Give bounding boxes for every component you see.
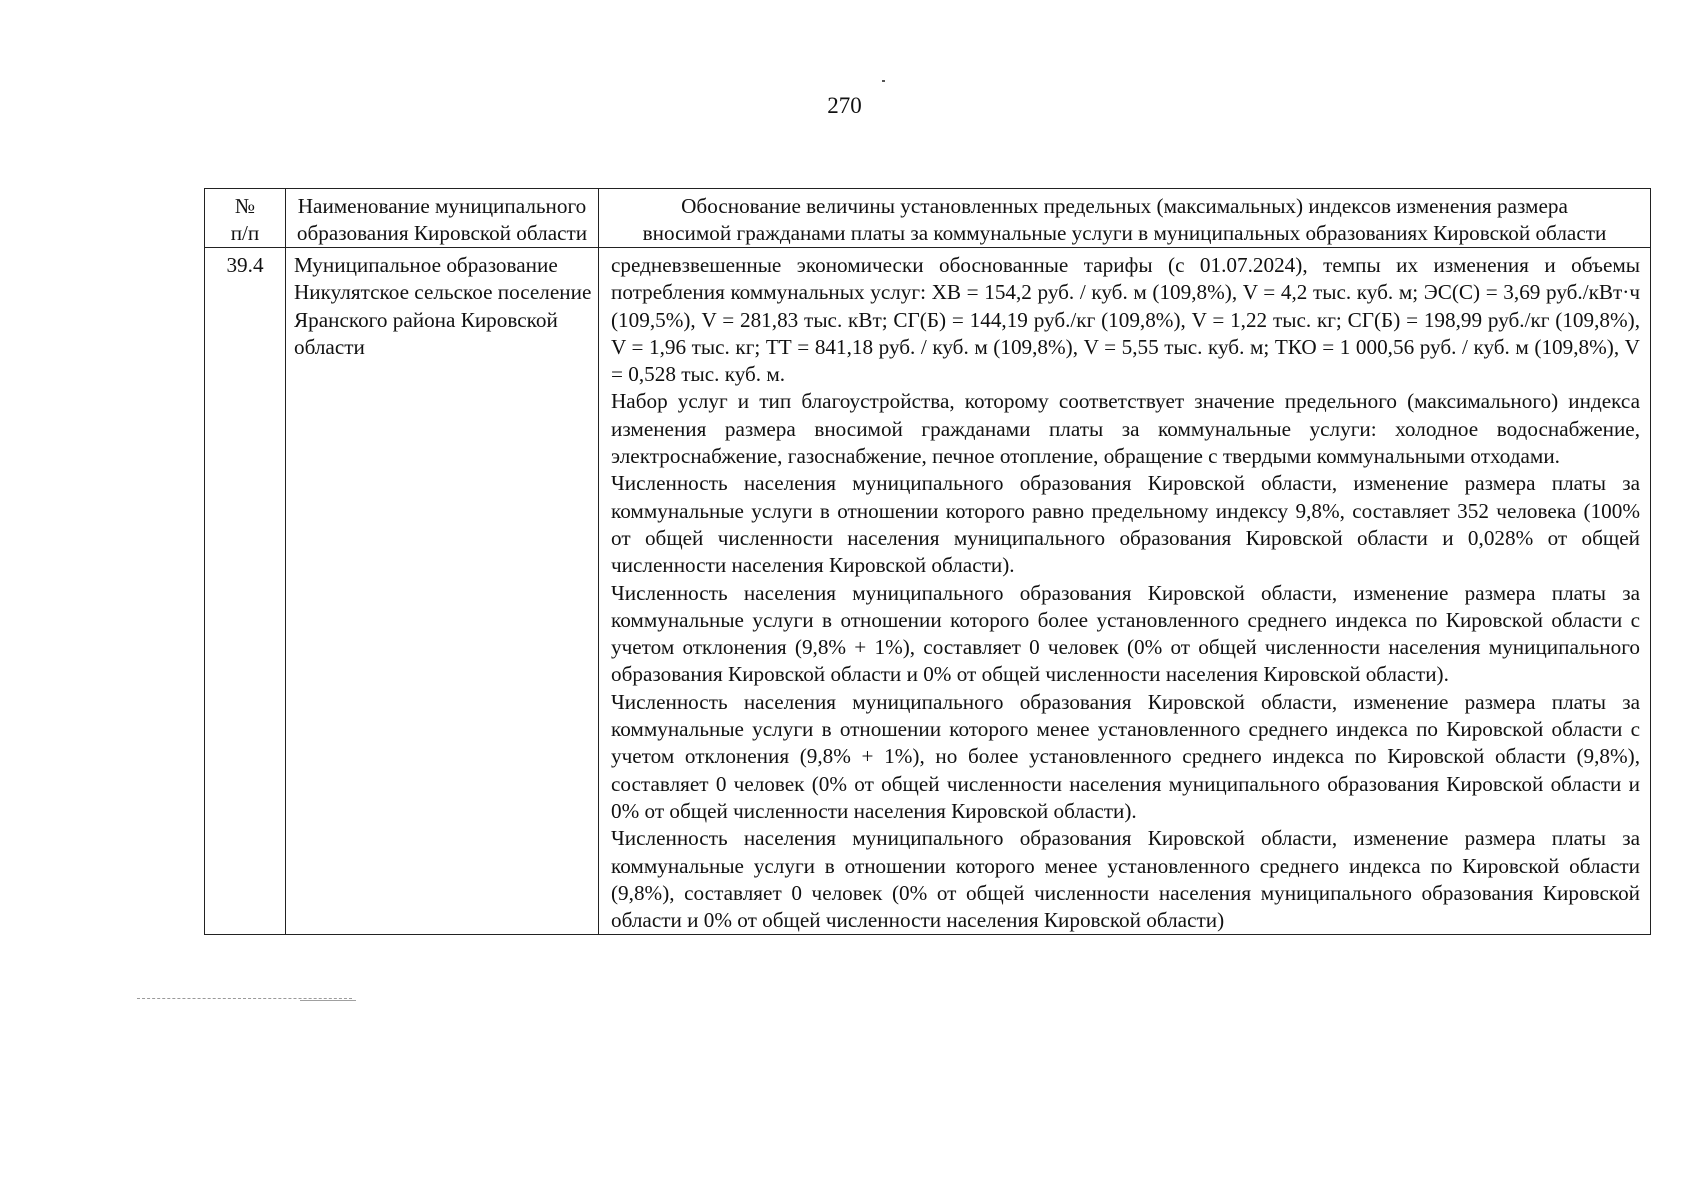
page-number: 270 xyxy=(827,93,862,118)
header-justification-text: Обоснование величины установленных предельных (максимальных) индексов изменения размера вносимой гражданами платы за коммунальные услуги в муниципальных образованиях Кировской области xyxy=(642,194,1607,245)
scan-artifact-line xyxy=(137,998,352,999)
table-row xyxy=(205,248,1651,935)
population-below-paragraph: Численность населения муниципального образования Кировской области, изменение размера платы за коммунальные услуги в отношении которого менее установленного среднего индекса по Кировской области (9,8%), составляет 0 человек (0% от общей численности населения муниципального образования Кировской области и 0% от общей численности населения Кировской области) xyxy=(611,826,1640,933)
header-municipality-name xyxy=(286,189,599,248)
header-municipality-name-text: Наименование муниципального образования Кировской области xyxy=(296,194,588,245)
header-justification xyxy=(599,189,1651,248)
population-between-paragraph: Численность населения муниципального образования Кировской области, изменение размера платы за коммунальные услуги в отношении которого менее установленного среднего индекса по Кировской области с учетом отклонения (9,8% + 1%), но более установленного среднего индекса по Кировской области (9,8%), составляет 0 человек (0% от общей численности населения муниципального образования Кировской области и 0% от общей численности населения Кировской области). xyxy=(611,689,1640,823)
justification-cell xyxy=(599,248,1651,935)
scan-mark xyxy=(882,80,885,82)
population-above-paragraph: Численность населения муниципального образования Кировской области, изменение размера платы за коммунальные услуги в отношении которого более установленного среднего индекса по Кировской области с учетом отклонения (9,8% + 1%), составляет 0 человек (0% от общей численности населения муниципального образования Кировской области и 0% от общей численности населения Кировской области). xyxy=(611,580,1640,687)
table-header-row xyxy=(205,189,1651,248)
municipality-name: Муниципальное образование Никулятское сельское поселение Яранского района Кировской области xyxy=(286,248,599,935)
services-paragraph: Набор услуг и тип благоустройства, которому соответствует значение предельного (максимального) индекса изменения размера вносимой гражданами платы за коммунальные услуги: холодное водоснабжение, электроснабжение, газоснабжение, печное отопление, обращение с твердыми коммунальными отходами. xyxy=(611,389,1640,469)
population-equal-paragraph: Численность населения муниципального образования Кировской области, изменение размера платы за коммунальные услуги в отношении которого равно предельному индексу 9,8%, составляет 352 человека (100% от общей численности населения муниципального образования Кировской области и 0,028% от общей численности населения Кировской области). xyxy=(611,471,1640,578)
scan-artifact-line xyxy=(300,1000,356,1001)
header-number xyxy=(205,189,286,248)
justification-table xyxy=(204,188,1651,935)
tariffs-paragraph: средневзвешенные экономически обоснованные тарифы (с 01.07.2024), темпы их изменения и объемы потребления коммунальных услуг: ХВ = 154,2 руб. / куб. м (109,8%), V = 4,2 тыс. куб. м; ЭС(С) = 3,69 руб./кВт·ч (109,5%), V = 281,83 тыс. кВт; СГ(Б) = 144,19 руб./кг (109,8%), V = 1,22 тыс. кг; СГ(Б) = 198,99 руб./кг (109,8%), V = 1,96 тыс. кг; ТТ = 841,18 руб. / куб. м (109,8%), V = 5,55 тыс. куб. м; ТКО = 1 000,56 руб. / куб. м (109,8%), V = 0,528 тыс. куб. м. xyxy=(611,253,1640,387)
header-number-text: № п/п xyxy=(230,194,260,245)
row-number: 39.4 xyxy=(205,248,286,935)
